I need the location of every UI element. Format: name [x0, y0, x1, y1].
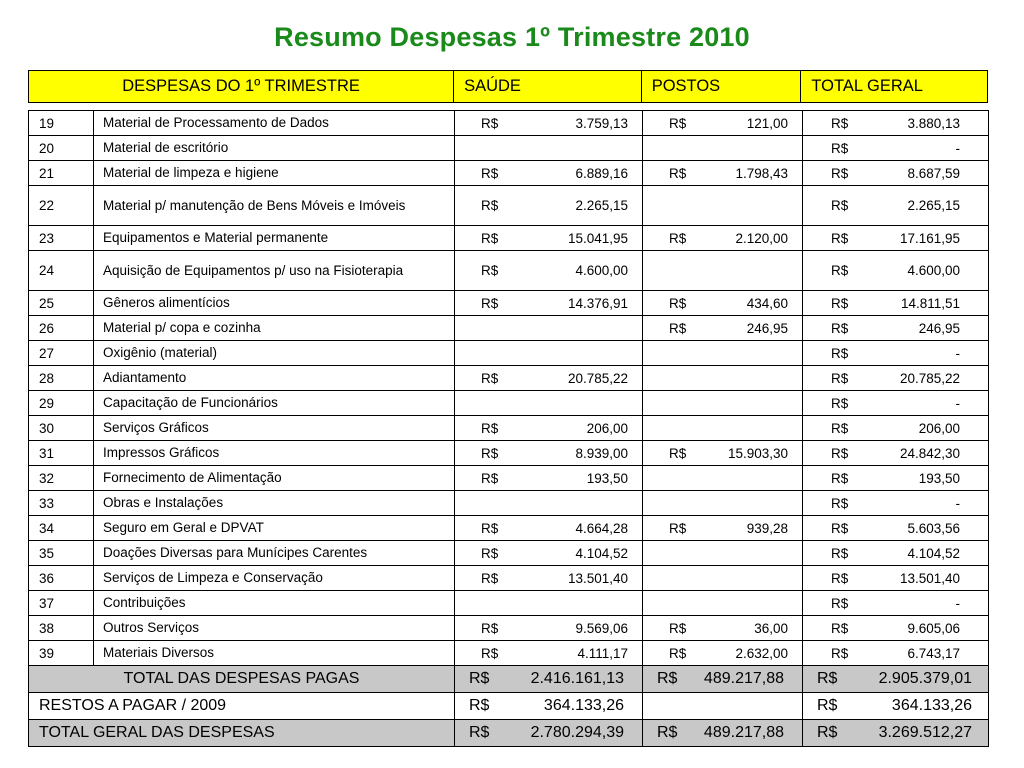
- currency-symbol: R$: [831, 470, 849, 486]
- saude-cell: [455, 491, 643, 516]
- amount: 489.217,88: [703, 724, 784, 741]
- total-cell: [803, 111, 989, 136]
- currency-symbol: R$: [831, 320, 849, 336]
- amount: 939,28: [746, 520, 788, 536]
- row-description: Material p/ manutenção de Bens Móveis e Imóveis: [94, 186, 455, 226]
- table-row: [29, 616, 989, 641]
- postos-cell: [643, 491, 803, 516]
- row-number: 19: [29, 111, 94, 136]
- expenses-table: [28, 110, 989, 747]
- postos-cell: [643, 366, 803, 391]
- currency-symbol: R$: [831, 545, 849, 561]
- amount: 3.880,13: [907, 115, 960, 131]
- amount: 9.569,06: [575, 620, 628, 636]
- amount: 5.603,56: [907, 520, 960, 536]
- total-cell: [803, 316, 989, 341]
- currency-symbol: R$: [817, 697, 838, 714]
- amount: 206,00: [918, 420, 960, 436]
- summary-saude-cell: [455, 693, 643, 720]
- amount: 4.104,52: [575, 545, 628, 561]
- table-row: [29, 391, 989, 416]
- currency-symbol: R$: [831, 420, 849, 436]
- total-cell: [803, 161, 989, 186]
- saude-cell: [455, 161, 643, 186]
- table-row: [29, 566, 989, 591]
- row-number: 27: [29, 341, 94, 366]
- amount: 246,95: [918, 320, 960, 336]
- saude-cell: [455, 341, 643, 366]
- row-number: 39: [29, 641, 94, 666]
- total-cell: [803, 616, 989, 641]
- currency-symbol: R$: [831, 445, 849, 461]
- amount: 4.600,00: [907, 263, 960, 278]
- saude-cell: [455, 136, 643, 161]
- row-description: Aquisição de Equipamentos p/ uso na Fisioterapia: [94, 251, 455, 291]
- currency-symbol: R$: [831, 620, 849, 636]
- amount: 193,50: [918, 470, 960, 486]
- summary-postos-cell: [643, 693, 803, 720]
- currency-symbol: R$: [669, 295, 687, 311]
- postos-cell: [643, 616, 803, 641]
- currency-symbol: R$: [831, 115, 849, 131]
- row-number: 29: [29, 391, 94, 416]
- currency-symbol: R$: [481, 420, 499, 436]
- currency-symbol: R$: [481, 620, 499, 636]
- row-description: Gêneros alimentícios: [94, 291, 455, 316]
- currency-symbol: R$: [481, 470, 499, 486]
- total-cell: [803, 641, 989, 666]
- total-cell: [803, 491, 989, 516]
- row-description: Material de limpeza e higiene: [94, 161, 455, 186]
- amount: -: [955, 595, 960, 611]
- row-description: Doações Diversas para Munícipes Carentes: [94, 541, 455, 566]
- saude-cell: [455, 516, 643, 541]
- total-cell: [803, 591, 989, 616]
- total-cell: [803, 466, 989, 491]
- row-number: 38: [29, 616, 94, 641]
- currency-symbol: R$: [481, 263, 499, 278]
- amount: 364.133,26: [891, 697, 972, 714]
- currency-symbol: R$: [669, 115, 687, 131]
- table-row: [29, 226, 989, 251]
- header-postos: POSTOS: [642, 71, 802, 102]
- amount: -: [955, 395, 960, 411]
- summary-saude-cell: [455, 720, 643, 747]
- currency-symbol: R$: [831, 165, 849, 181]
- currency-symbol: R$: [831, 495, 849, 511]
- row-description: Impressos Gráficos: [94, 441, 455, 466]
- saude-cell: [455, 591, 643, 616]
- summary-total-cell: [803, 693, 989, 720]
- amount: 14.811,51: [900, 295, 960, 311]
- amount: 246,95: [746, 320, 788, 336]
- total-cell: [803, 366, 989, 391]
- saude-cell: [455, 541, 643, 566]
- currency-symbol: R$: [669, 645, 687, 661]
- total-cell: [803, 186, 989, 226]
- saude-cell: [455, 111, 643, 136]
- amount: 364.133,26: [543, 697, 624, 714]
- total-cell: [803, 441, 989, 466]
- header-total-geral: TOTAL GERAL: [811, 77, 923, 95]
- table-row: [29, 291, 989, 316]
- total-cell: [803, 541, 989, 566]
- amount: 15.041,95: [567, 230, 628, 246]
- row-description: Serviços de Limpeza e Conservação: [94, 566, 455, 591]
- amount: 15.903,30: [727, 445, 788, 461]
- amount: 17.161,95: [899, 230, 960, 246]
- currency-symbol: R$: [481, 520, 499, 536]
- currency-symbol: R$: [669, 520, 687, 536]
- table-row: [29, 641, 989, 666]
- total-cell: [803, 136, 989, 161]
- currency-symbol: R$: [669, 230, 687, 246]
- amount: 13.501,40: [567, 570, 628, 586]
- summary-row: [29, 720, 989, 747]
- amount: 6.743,17: [907, 645, 960, 661]
- row-number: 33: [29, 491, 94, 516]
- postos-cell: [643, 441, 803, 466]
- amount: 20.785,22: [899, 370, 960, 386]
- table-row: [29, 491, 989, 516]
- summary-postos-cell: [643, 720, 803, 747]
- total-cell: [803, 291, 989, 316]
- table-row: [29, 541, 989, 566]
- summary-total-cell: [803, 720, 989, 747]
- currency-symbol: R$: [481, 115, 499, 131]
- summary-label: RESTOS A PAGAR / 2009: [29, 693, 455, 720]
- amount: 14.376,91: [567, 295, 628, 311]
- currency-symbol: R$: [481, 370, 499, 386]
- summary-label: TOTAL GERAL DAS DESPESAS: [29, 720, 455, 747]
- row-number: 25: [29, 291, 94, 316]
- row-description: Material de escritório: [94, 136, 455, 161]
- amount: 4.111,17: [577, 645, 628, 661]
- amount: 2.905.379,01: [878, 670, 972, 687]
- header-saude: SAÚDE: [454, 71, 642, 102]
- amount: 4.104,52: [907, 545, 960, 561]
- currency-symbol: R$: [481, 570, 499, 586]
- table-row: [29, 136, 989, 161]
- postos-cell: [643, 186, 803, 226]
- currency-symbol: R$: [481, 198, 499, 213]
- postos-cell: [643, 541, 803, 566]
- currency-symbol: R$: [481, 445, 499, 461]
- currency-symbol: R$: [669, 445, 687, 461]
- summary-row: [29, 666, 989, 693]
- table-row: [29, 186, 989, 226]
- currency-symbol: R$: [831, 295, 849, 311]
- row-number: 31: [29, 441, 94, 466]
- amount: 9.605,06: [907, 620, 960, 636]
- currency-symbol: R$: [831, 370, 849, 386]
- saude-cell: [455, 226, 643, 251]
- currency-symbol: R$: [481, 230, 499, 246]
- row-number: 35: [29, 541, 94, 566]
- amount: 6.889,16: [575, 165, 628, 181]
- currency-symbol: R$: [657, 724, 678, 741]
- total-cell: [803, 341, 989, 366]
- amount: 2.416.161,13: [530, 670, 624, 687]
- saude-cell: [455, 251, 643, 291]
- amount: -: [955, 140, 960, 156]
- row-description: Material p/ copa e cozinha: [94, 316, 455, 341]
- summary-label: TOTAL DAS DESPESAS PAGAS: [29, 666, 455, 693]
- postos-cell: [643, 391, 803, 416]
- summary-row: [29, 693, 989, 720]
- row-description: Capacitação de Funcionários: [94, 391, 455, 416]
- amount: 4.600,00: [575, 263, 628, 278]
- saude-cell: [455, 441, 643, 466]
- currency-symbol: R$: [831, 345, 849, 361]
- currency-symbol: R$: [481, 165, 499, 181]
- page-title: Resumo Despesas 1º Trimestre 2010: [274, 22, 750, 52]
- total-cell: [803, 416, 989, 441]
- amount: 3.269.512,27: [878, 724, 972, 741]
- total-cell: [803, 226, 989, 251]
- amount: 121,00: [746, 115, 788, 131]
- saude-cell: [455, 566, 643, 591]
- currency-symbol: R$: [481, 645, 499, 661]
- table-row: [29, 111, 989, 136]
- row-number: 23: [29, 226, 94, 251]
- currency-symbol: R$: [469, 670, 490, 687]
- row-number: 34: [29, 516, 94, 541]
- amount: 2.120,00: [735, 230, 788, 246]
- total-cell: [803, 566, 989, 591]
- table-row: [29, 161, 989, 186]
- postos-cell: [643, 416, 803, 441]
- amount: 13.501,40: [899, 570, 960, 586]
- currency-symbol: R$: [669, 320, 687, 336]
- row-number: 24: [29, 251, 94, 291]
- table-row: [29, 366, 989, 391]
- postos-cell: [643, 316, 803, 341]
- currency-symbol: R$: [817, 724, 838, 741]
- total-cell: [803, 516, 989, 541]
- row-number: 22: [29, 186, 94, 226]
- row-description: Equipamentos e Material permanente: [94, 226, 455, 251]
- summary-postos-cell: [643, 666, 803, 693]
- table-row: [29, 316, 989, 341]
- saude-cell: [455, 641, 643, 666]
- row-number: 28: [29, 366, 94, 391]
- amount: 2.780.294,39: [530, 724, 624, 741]
- saude-cell: [455, 291, 643, 316]
- postos-cell: [643, 566, 803, 591]
- saude-cell: [455, 366, 643, 391]
- row-description: Contribuições: [94, 591, 455, 616]
- currency-symbol: R$: [831, 645, 849, 661]
- row-number: 32: [29, 466, 94, 491]
- currency-symbol: R$: [469, 724, 490, 741]
- table-header: [28, 70, 988, 103]
- table-row: [29, 341, 989, 366]
- summary-saude-cell: [455, 666, 643, 693]
- currency-symbol: R$: [817, 670, 838, 687]
- row-description: Adiantamento: [94, 366, 455, 391]
- table-row: [29, 251, 989, 291]
- currency-symbol: R$: [669, 165, 687, 181]
- currency-symbol: R$: [831, 395, 849, 411]
- row-number: 36: [29, 566, 94, 591]
- saude-cell: [455, 416, 643, 441]
- currency-symbol: R$: [831, 230, 849, 246]
- row-number: 20: [29, 136, 94, 161]
- amount: 1.798,43: [735, 165, 788, 181]
- saude-cell: [455, 466, 643, 491]
- total-cell: [803, 251, 989, 291]
- currency-symbol: R$: [669, 620, 687, 636]
- row-description: Material de Processamento de Dados: [94, 111, 455, 136]
- table-row: [29, 441, 989, 466]
- postos-cell: [643, 466, 803, 491]
- table-row: [29, 591, 989, 616]
- header-despesas: DESPESAS DO 1º TRIMESTRE: [29, 71, 454, 102]
- row-number: 37: [29, 591, 94, 616]
- amount: 489.217,88: [703, 670, 784, 687]
- amount: -: [955, 495, 960, 511]
- amount: 4.664,28: [575, 520, 628, 536]
- amount: 2.265,15: [907, 198, 960, 213]
- row-description: Seguro em Geral e DPVAT: [94, 516, 455, 541]
- amount: 8.939,00: [575, 445, 628, 461]
- amount: 36,00: [754, 620, 788, 636]
- currency-symbol: R$: [481, 545, 499, 561]
- postos-cell: [643, 641, 803, 666]
- currency-symbol: R$: [831, 140, 849, 156]
- row-description: Oxigênio (material): [94, 341, 455, 366]
- row-number: 21: [29, 161, 94, 186]
- amount: 434,60: [746, 295, 788, 311]
- postos-cell: [643, 251, 803, 291]
- amount: 2.265,15: [575, 198, 628, 213]
- amount: -: [955, 345, 960, 361]
- currency-symbol: R$: [831, 198, 849, 213]
- postos-cell: [643, 136, 803, 161]
- row-number: 30: [29, 416, 94, 441]
- amount: 3.759,13: [575, 115, 628, 131]
- amount: 2.632,00: [735, 645, 788, 661]
- amount: 20.785,22: [567, 370, 628, 386]
- currency-symbol: R$: [657, 670, 678, 687]
- postos-cell: [643, 161, 803, 186]
- postos-cell: [643, 516, 803, 541]
- saude-cell: [455, 316, 643, 341]
- total-cell: [803, 391, 989, 416]
- postos-cell: [643, 291, 803, 316]
- currency-symbol: R$: [831, 263, 849, 278]
- currency-symbol: R$: [831, 595, 849, 611]
- amount: 8.687,59: [907, 165, 960, 181]
- table-row: [29, 516, 989, 541]
- saude-cell: [455, 616, 643, 641]
- currency-symbol: R$: [481, 295, 499, 311]
- saude-cell: [455, 391, 643, 416]
- row-description: Fornecimento de Alimentação: [94, 466, 455, 491]
- amount: 193,50: [586, 470, 628, 486]
- amount: 206,00: [586, 420, 628, 436]
- row-description: Materiais Diversos: [94, 641, 455, 666]
- currency-symbol: R$: [831, 570, 849, 586]
- table-row: [29, 466, 989, 491]
- postos-cell: [643, 341, 803, 366]
- postos-cell: [643, 111, 803, 136]
- table-row: [29, 416, 989, 441]
- saude-cell: [455, 186, 643, 226]
- row-description: Obras e Instalações: [94, 491, 455, 516]
- row-description: Serviços Gráficos: [94, 416, 455, 441]
- summary-total-cell: [803, 666, 989, 693]
- postos-cell: [643, 591, 803, 616]
- amount: 24.842,30: [899, 445, 960, 461]
- currency-symbol: R$: [469, 697, 490, 714]
- row-number: 26: [29, 316, 94, 341]
- row-description: Outros Serviços: [94, 616, 455, 641]
- postos-cell: [643, 226, 803, 251]
- currency-symbol: R$: [831, 520, 849, 536]
